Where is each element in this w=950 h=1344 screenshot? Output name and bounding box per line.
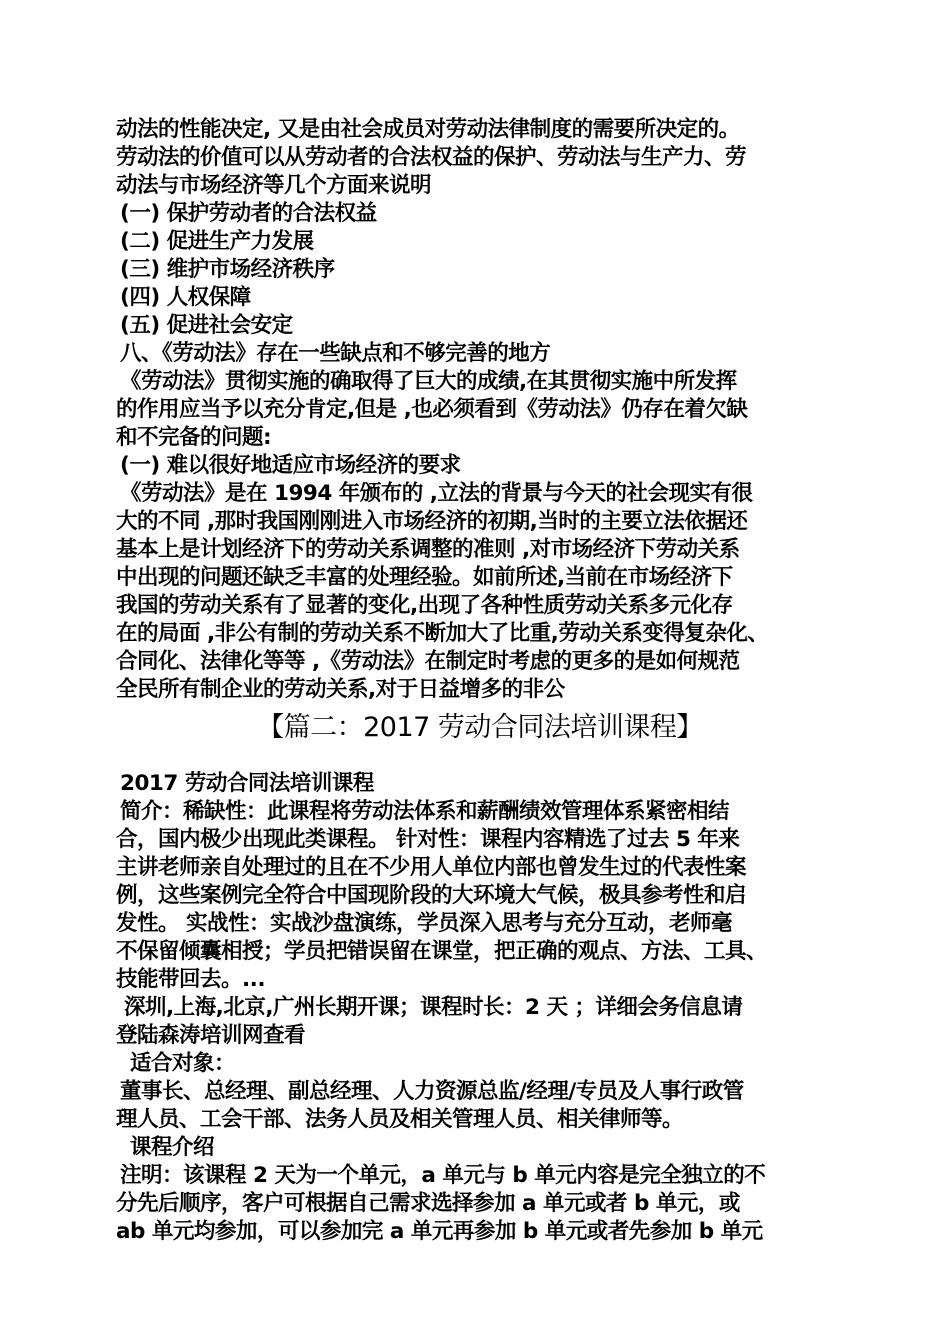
paragraph-line: 深圳,上海,北京,广州长期开课；课程时长：2 天 ；详细会务信息请 xyxy=(124,995,743,1020)
paragraph-line: 主讲老师亲自处理过的且在不少用人单位内部也曾发生过的代表性案 xyxy=(116,855,747,880)
paragraph-line: ab 单元均参加，可以参加完 a 单元再参加 b 单元或者先参加 b 单元 xyxy=(116,1219,763,1244)
paragraph-line: 分先后顺序，客户可根据自己需求选择参加 a 单元或者 b 单元，或 xyxy=(116,1191,740,1216)
section-heading: 八、《劳动法》存在一些缺点和不够完善的地方 xyxy=(120,341,551,366)
paragraph-line: 的作用应当予以充分肯定,但是 ,也必须看到《劳动法》仍存在着欠缺 xyxy=(116,397,748,422)
paragraph-line: 登陆森涛培训网查看 xyxy=(116,1023,306,1048)
paragraph-line: 和不完备的问题: xyxy=(116,425,272,450)
section-labor-law-values xyxy=(116,116,844,704)
list-item: (四) 人权保障 xyxy=(120,285,251,310)
list-item: (二) 促进生产力发展 xyxy=(120,229,314,254)
paragraph-line: 中出现的问题还缺乏丰富的处理经验。如前所述,当前在市场经济下 xyxy=(116,565,733,590)
paragraph-line: 《劳动法》贯彻实施的确取得了巨大的成绩,在其贯彻实施中所发挥 xyxy=(120,369,737,394)
paragraph-line: 发性。 实战性：实战沙盘演练，学员深入思考与充分互动，老师毫 xyxy=(116,911,732,936)
section-training-course xyxy=(116,770,844,1246)
paragraph-line: 劳动法的价值可以从劳动者的合法权益的保护、劳动法与生产力、劳 xyxy=(116,145,747,170)
subheading: 课程介绍 xyxy=(130,1135,215,1160)
paragraph-line: 基本上是计划经济下的劳动关系调整的准则 ,对市场经济下劳动关系 xyxy=(116,537,740,562)
subheading: 适合对象： xyxy=(130,1051,236,1076)
paragraph-line: 合，国内极少出现此类课程。 针对性：课程内容精选了过去 5 年来 xyxy=(116,827,740,852)
paragraph-line: 全民所有制企业的劳动关系,对于日益增多的非公 xyxy=(116,677,565,702)
paragraph-line: 合同化、法律化等等 ,《劳动法》在制定时考虑的更多的是如何规范 xyxy=(116,649,740,674)
paragraph-line: 不保留倾囊相授；学员把错误留在课堂，把正确的观点、方法、工具、 xyxy=(116,939,768,964)
paragraph-line: 《劳动法》是在 1994 年颁布的 ,立法的背景与今天的社会现实有很 xyxy=(120,481,753,506)
list-item: (一) 难以很好地适应市场经济的要求 xyxy=(120,453,461,478)
paragraph-line: 技能带回去。... xyxy=(116,967,266,992)
paragraph-line: 我国的劳动关系有了显著的变化,出现了各种性质劳动关系多元化存 xyxy=(116,593,733,618)
paragraph-line: 例，这些案例完全符合中国现阶段的大环境大气候，极具参考性和启 xyxy=(116,883,747,908)
paragraph-line: 动法的性能决定, 又是由社会成员对劳动法律制度的需要所决定的。 xyxy=(116,117,740,142)
course-title: 2017 劳动合同法培训课程 xyxy=(120,771,374,796)
paragraph-line: 董事长、总经理、副总经理、人力资源总监/经理/专员及人事行政管 xyxy=(120,1079,744,1104)
part-heading: 【篇二：2017 劳动合同法培训课程】 xyxy=(257,712,703,743)
list-item: (五) 促进社会安定 xyxy=(120,313,293,338)
paragraph-line: 大的不同 ,那时我国刚刚进入市场经济的初期,当时的主要立法依据还 xyxy=(116,509,748,534)
paragraph-line: 理人员、工会干部、法务人员及相关管理人员、相关律师等。 xyxy=(116,1107,684,1132)
document-body xyxy=(116,116,844,1246)
paragraph-line: 在的局面 ,非公有制的劳动关系不断加大了比重,劳动关系变得复杂化、 xyxy=(116,621,769,646)
paragraph-line: 动法与市场经济等几个方面来说明 xyxy=(116,173,432,198)
paragraph-line: 注明：该课程 2 天为一个单元，a 单元与 b 单元内容是完全独立的不 xyxy=(120,1163,766,1188)
list-item: (一) 保护劳动者的合法权益 xyxy=(120,201,377,226)
paragraph-line: 简介：稀缺性：此课程将劳动法体系和薪酬绩效管理体系紧密相结 xyxy=(120,799,730,824)
list-item: (三) 维护市场经济秩序 xyxy=(120,257,335,282)
